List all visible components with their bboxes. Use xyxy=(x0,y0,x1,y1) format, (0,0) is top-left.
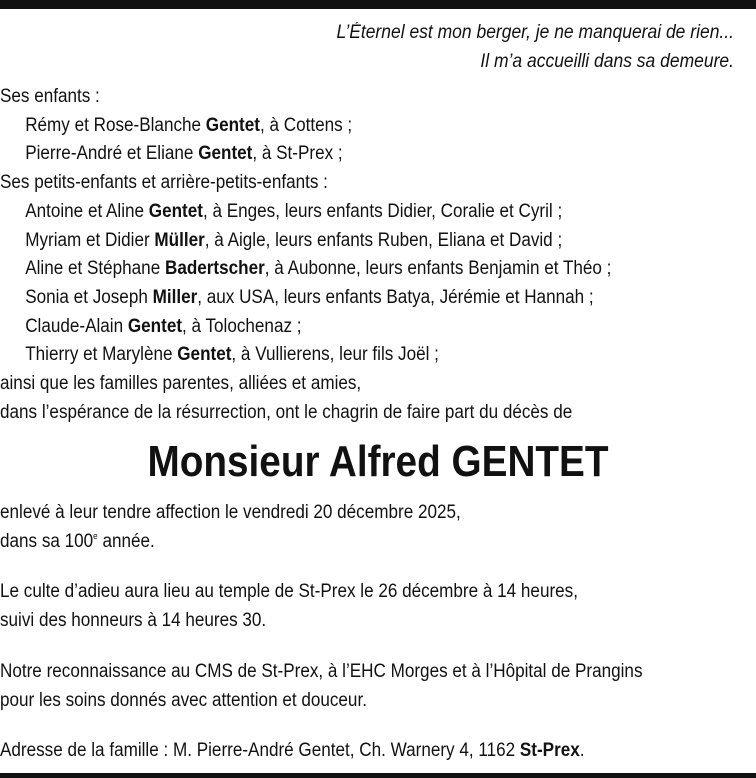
grandchildren-heading: Ses petits-enfants et arrière-petits-enfants : xyxy=(0,172,328,194)
member-first-names: Rémy et Rose-Blanche xyxy=(25,114,206,136)
thanks-line-1: Notre reconnaissance au CMS de St-Prex, à l’EHC Morges et à l’Hôpital de Prangins xyxy=(0,661,643,682)
member-details: , à Cottens ; xyxy=(259,114,353,136)
relatives-line: ainsi que les familles parentes, alliées et amies, xyxy=(0,373,362,395)
member-details: , à St-Prex ; xyxy=(252,143,343,165)
death-notice-paragraph xyxy=(0,498,680,556)
family-address-line xyxy=(0,736,680,765)
family-member-line xyxy=(0,313,680,342)
member-details: , à Vullierens, leur fils Joël ; xyxy=(231,344,439,366)
family-member-line xyxy=(0,198,680,227)
member-surname: Müller xyxy=(154,229,205,251)
member-first-names: Sonia et Joseph xyxy=(25,286,153,308)
top-border-rule xyxy=(0,0,756,9)
member-surname: Gentet xyxy=(127,315,183,337)
service-line-2: suivi des honneurs à 14 heures 30. xyxy=(0,610,267,631)
thanks-paragraph xyxy=(0,657,680,715)
member-first-names: Pierre-André et Eliane xyxy=(25,143,199,165)
family-member-line xyxy=(0,227,680,256)
service-paragraph xyxy=(0,577,680,635)
verse-line-2: Il m’a accueilli dans sa demeure. xyxy=(480,51,734,72)
family-address-paragraph xyxy=(0,736,680,765)
family-member-line xyxy=(0,341,680,370)
member-details: , à Aigle, leurs enfants Ruben, Eliana et David ; xyxy=(204,229,563,251)
bottom-border-rule xyxy=(0,773,756,778)
member-surname: Gentet xyxy=(177,344,232,366)
family-member-line xyxy=(0,112,680,141)
scripture-verse xyxy=(337,18,734,76)
age-line xyxy=(0,527,680,556)
member-surname: Badertscher xyxy=(164,258,265,280)
service-line-1: Le culte d’adieu aura lieu au temple de St-Prex le 26 décembre à 14 heures, xyxy=(0,581,578,602)
member-details: , aux USA, leurs enfants Batya, Jérémie et Hannah ; xyxy=(197,286,594,308)
age-prefix: dans sa 100 xyxy=(0,531,94,552)
age-suffix: année. xyxy=(97,531,155,552)
family-member-line xyxy=(0,140,680,169)
member-first-names: Aline et Stéphane xyxy=(25,258,165,280)
address-city: St-Prex xyxy=(519,740,580,761)
member-surname: Miller xyxy=(152,286,198,308)
member-first-names: Myriam et Didier xyxy=(25,229,155,251)
member-details: , à Tolochenaz ; xyxy=(182,315,302,337)
children-heading: Ses enfants : xyxy=(0,86,100,107)
age-ordinal-superscript: e xyxy=(93,531,98,541)
member-first-names: Antoine et Aline xyxy=(25,200,149,222)
member-surname: Gentet xyxy=(205,114,260,136)
deceased-name-title: Monsieur Alfred GENTET xyxy=(147,437,609,486)
member-first-names: Claude-Alain xyxy=(25,315,128,337)
death-date-line: enlevé à leur tendre affection le vendredi 20 décembre 2025, xyxy=(0,502,461,523)
member-details: , à Enges, leurs enfants Didier, Coralie et Cyril ; xyxy=(202,200,563,222)
address-prefix: Adresse de la famille : M. Pierre-André Gentet, Ch. Warnery 4, 1162 xyxy=(0,740,520,761)
member-details: , à Aubonne, leurs enfants Benjamin et Théo ; xyxy=(264,258,612,280)
member-first-names: Thierry et Marylène xyxy=(25,344,178,366)
verse-line-1: L’Éternel est mon berger, je ne manquerai de rien... xyxy=(336,22,734,43)
address-suffix: . xyxy=(579,740,585,761)
member-surname: Gentet xyxy=(148,200,203,222)
thanks-line-2: pour les soins donnés avec attention et douceur. xyxy=(0,690,367,711)
family-list xyxy=(0,83,680,427)
member-surname: Gentet xyxy=(198,143,253,165)
announcement-line: dans l’espérance de la résurrection, ont le chagrin de faire part du décès de xyxy=(0,401,573,423)
family-member-line xyxy=(0,284,680,313)
family-member-line xyxy=(0,255,680,284)
